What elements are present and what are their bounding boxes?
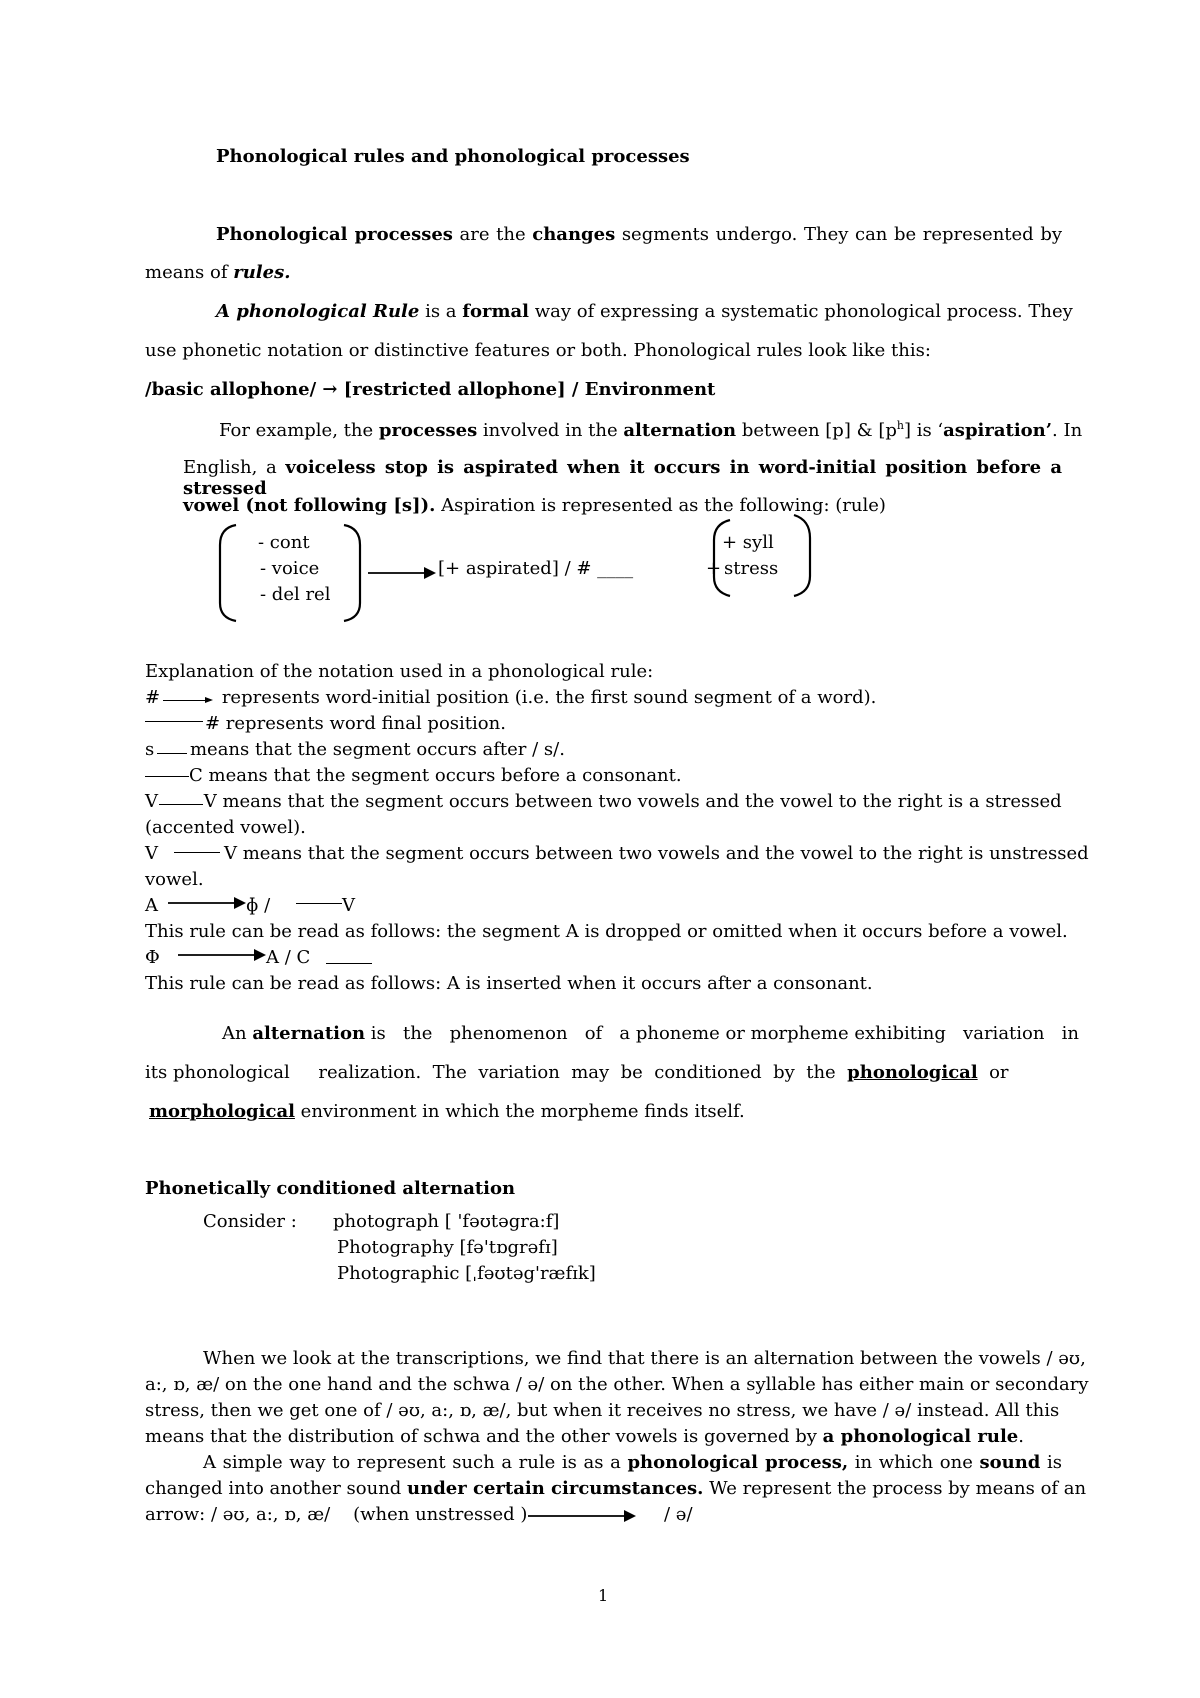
alternation-line-2: its phonological realization. The variation may be conditioned by the phonological or bbox=[145, 1062, 1009, 1083]
notation-line-6: (accented vowel). bbox=[145, 817, 306, 838]
feature-syll: + syll bbox=[722, 532, 774, 553]
aspiration-line-2: English, a voiceless stop is aspirated when it occurs in word-initial position before a stressed bbox=[183, 457, 1062, 499]
page-title: Phonological rules and phonological processes bbox=[216, 146, 690, 167]
rule-definition-line-2: use phonetic notation or distinctive features or both. Phonological rules look like this: bbox=[145, 340, 931, 361]
schwa-target: / ə/ bbox=[664, 1504, 693, 1525]
final-line-1: When we look at the transcriptions, we find that there is an alternation between the vowels / əʊ, bbox=[203, 1348, 1086, 1369]
alternation-line-3: morphological environment in which the morpheme finds itself. bbox=[149, 1101, 745, 1122]
notation-line-1: # represents word-initial position (i.e. the first sound segment of a word). bbox=[145, 687, 877, 708]
final-line-7: arrow: / əʊ, a:, ɒ, æ/ (when unstressed ) bbox=[145, 1504, 528, 1525]
feature-voice: - voice bbox=[260, 558, 320, 579]
intro-line-1: Phonological processes are the changes segments undergo. They can be represented by bbox=[216, 224, 1063, 245]
deletion-description: This rule can be read as follows: the segment A is dropped or omitted when it occurs before a vowel. bbox=[145, 921, 1068, 942]
section-heading: Phonetically conditioned alternation bbox=[145, 1178, 516, 1199]
aspiration-line-1: For example, the processes involved in the alternation between [p] & $[p^h]$ is ‘aspiration’. In bbox=[219, 419, 1083, 441]
notation-line-2: # represents word final position. bbox=[205, 713, 506, 734]
notation-line-4: C means that the segment occurs before a consonant. bbox=[189, 765, 682, 786]
intro-line-2: means of rules. bbox=[145, 262, 291, 283]
insertion-rule-ac: A / C bbox=[266, 947, 311, 968]
feature-del-rel: - del rel bbox=[260, 584, 331, 605]
aspiration-line-3: vowel (not following [s]). Aspiration is represented as the following: (rule) bbox=[183, 495, 886, 516]
word-photograph: photograph [ 'fəʊtəgra:f] bbox=[333, 1211, 560, 1232]
feature-stress: stress bbox=[724, 558, 779, 579]
deletion-rule-v: V bbox=[342, 895, 355, 916]
term-changes: changes bbox=[532, 224, 616, 245]
notation-line-3: s means that the segment occurs after / s/. bbox=[145, 739, 565, 760]
page-number: 1 bbox=[598, 1586, 609, 1605]
rule-output: [+ aspirated] / # ____ bbox=[438, 558, 634, 579]
final-line-3: stress, then we get one of / əʊ, a:, ɒ, æ/, but when it receives no stress, we have / ə/ instead. All this bbox=[145, 1400, 1060, 1421]
final-line-5: A simple way to represent such a rule is as a phonological process, in which one sound is bbox=[203, 1452, 1063, 1473]
consider-label: Consider : bbox=[203, 1211, 297, 1232]
deletion-rule-a: A bbox=[145, 895, 158, 916]
term-formal: formal bbox=[462, 301, 530, 322]
notation-line-5: V V means that the segment occurs between two vowels and the vowel to the right is a stressed bbox=[145, 791, 1062, 812]
term-phonological-rule: A phonological Rule bbox=[216, 301, 420, 322]
term-rules: rules. bbox=[233, 262, 291, 283]
notation-line-7: V V means that the segment occurs between two vowels and the vowel to the right is unstressed bbox=[145, 843, 1089, 864]
notation-heading: Explanation of the notation used in a phonological rule: bbox=[145, 661, 654, 682]
final-line-4: means that the distribution of schwa and the other vowels is governed by a phonological rule. bbox=[145, 1426, 1024, 1447]
word-photography: Photography [fə'tɒgrəfɪ] bbox=[337, 1237, 558, 1258]
alternation-line-1: An alternation is the phenomenon of a phoneme or morpheme exhibiting variation in bbox=[222, 1023, 1079, 1044]
rule-definition-line-1: A phonological Rule is a formal way of expressing a systematic phonological process. They bbox=[216, 301, 1073, 322]
final-line-2: a:, ɒ, æ/ on the one hand and the schwa / ə/ on the other. When a syllable has either main or secondary bbox=[145, 1374, 1089, 1395]
insertion-description: This rule can be read as follows: A is inserted when it occurs after a consonant. bbox=[145, 973, 873, 994]
feature-plus-sign: + bbox=[706, 558, 722, 579]
notation-line-8: vowel. bbox=[145, 869, 204, 890]
insertion-rule-phi: Φ bbox=[145, 947, 160, 968]
feature-cont: - cont bbox=[258, 532, 310, 553]
deletion-rule-b: ɸ / bbox=[246, 895, 271, 916]
word-photographic: Photographic [ˌfəʊtəg'ræfɪk] bbox=[337, 1263, 596, 1284]
rule-format: /basic allophone/ → [restricted allophone] / Environment bbox=[145, 379, 716, 400]
final-line-6: changed into another sound under certain circumstances. We represent the process by means of an bbox=[145, 1478, 1087, 1499]
term-phonological-processes: Phonological processes bbox=[216, 224, 453, 245]
